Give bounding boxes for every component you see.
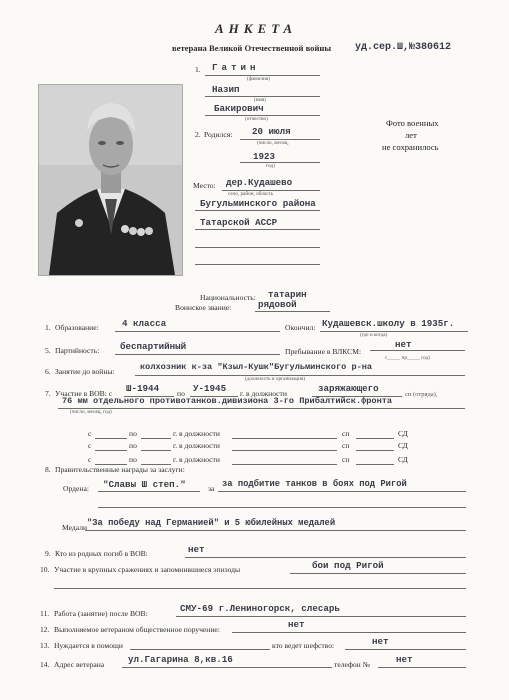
name-value: Назип: [212, 84, 240, 95]
place-label: Место:: [193, 181, 216, 190]
graduated-value: Кудашевск.школу в 1935г.: [322, 318, 455, 329]
battles-value: бои под Ригой: [312, 560, 384, 571]
birth-year: 1923: [253, 151, 276, 162]
patronymic-value: Бакирович: [214, 103, 264, 114]
work-num: 11.: [40, 609, 50, 618]
medals-value: "За победу над Германией" и 5 юбилейных медалей: [87, 518, 336, 528]
form-subtitle: ветерана Великой Отечественной войны: [172, 43, 332, 53]
place-caption: село, район, область: [228, 191, 274, 197]
prewar-value: колхозник к-за "Кзыл-Кушк"Бугульминского р-на: [140, 362, 373, 372]
birth-year-caption: год): [266, 163, 275, 169]
party-label: Партийность:: [55, 346, 100, 355]
address-value: ул.Гагарина 8,кв.16: [128, 654, 233, 665]
medals-label: Медали: [62, 523, 88, 532]
portrait-image: [39, 85, 182, 275]
orders-for-label: за: [208, 484, 215, 493]
address-label: Адрес ветерана: [54, 660, 105, 669]
place-line3: Татарской АССР: [200, 217, 278, 228]
komsomol-label: Пребывание в ВЛКСМ:: [285, 347, 362, 356]
nationality-value: татарин: [268, 289, 307, 300]
wov-num: 7.: [45, 389, 51, 398]
birth-num: 2.: [195, 130, 201, 139]
prewar-caption: (должность и организация): [245, 376, 306, 382]
relatives-label: Кто из родных погиб в ВОВ:: [55, 549, 148, 558]
place-line2: Бугульминского района: [200, 198, 316, 209]
veteran-photo: [38, 84, 183, 276]
patronage-label: кто ведет шефство:: [272, 641, 335, 650]
education-num: 1.: [45, 323, 51, 332]
surname-num: 1.: [195, 65, 201, 74]
party-value: беспартийный: [120, 341, 187, 352]
form-title: АНКЕТА: [215, 21, 298, 36]
name-caption: (имя): [254, 97, 266, 103]
orders-for-value: за подбитие танков в боях под Ригой: [222, 479, 407, 489]
orders-value: "Славы Ш степ.": [103, 479, 186, 490]
battles-label: Участие в крупных сражениях и запомнившиеся эпизоды: [54, 565, 241, 574]
place-line1: дер.Кудашево: [226, 177, 293, 188]
prewar-num: 6.: [45, 367, 51, 376]
prewar-label: Занятие до войны:: [55, 367, 115, 376]
wov-position-label: г. в должности: [240, 389, 287, 398]
wov-caption: (число, месяц, год): [70, 409, 112, 415]
birth-label: Родился:: [204, 130, 233, 139]
patronage-value: нет: [372, 636, 389, 647]
party-num: 5.: [45, 346, 51, 355]
photo-note-line1: Фото военных: [386, 118, 439, 128]
orders-label: Ордена:: [63, 484, 89, 493]
wov-position: заряжающего: [318, 383, 379, 394]
nationality-label: Национальность:: [200, 293, 256, 302]
photo-note-line3: не сохранилось: [382, 142, 439, 152]
awards-num: 8.: [45, 465, 51, 474]
relatives-num: 9.: [45, 549, 51, 558]
awards-label: Правительственные награды за заслуги:: [55, 465, 185, 474]
battles-num: 10.: [40, 565, 50, 574]
work-label: Работа (занятие) после ВОВ:: [54, 609, 148, 618]
work-value: СМУ-69 г.Лениногорск, слесарь: [180, 603, 340, 614]
rank-label: Воинское звание:: [175, 303, 232, 312]
wov-unit: 76 мм отдельного противотанков.дивизиона 3-го Прибалтийск.фронта: [62, 396, 393, 406]
social-label: Выполняемое ветераном общественное поручение:: [54, 625, 220, 634]
birth-date: 20 июля: [252, 126, 291, 137]
surname-value: Гатин: [212, 62, 260, 73]
surname-caption: (фамилия): [247, 76, 270, 82]
certificate-number: уд.сер.Ш,№380612: [355, 42, 452, 53]
phone-value: нет: [396, 654, 413, 665]
photo-note-line2: лет: [405, 130, 417, 140]
social-value: нет: [288, 619, 305, 630]
relatives-value: нет: [188, 544, 205, 555]
wov-unit-caption: сп (отряда),: [405, 391, 438, 398]
komsomol-value: нет: [395, 339, 412, 350]
wov-to: У-1945: [193, 383, 227, 394]
wov-by-label: по: [177, 389, 185, 398]
birth-caption: (число, месяц,: [257, 140, 289, 146]
patronymic-caption: (отчество): [245, 116, 268, 122]
graduated-caption: (где и когда): [360, 332, 388, 338]
wov-from: Ш-1944: [126, 383, 160, 394]
education-label: Образование:: [55, 323, 99, 332]
komsomol-caption: с_____ пр_____ год): [385, 355, 431, 361]
graduated-label: Окончил:: [285, 323, 316, 332]
address-num: 14.: [40, 660, 50, 669]
education-value: 4 класса: [122, 318, 167, 329]
social-num: 12.: [40, 625, 50, 634]
rank-value: рядовой: [258, 299, 297, 310]
phone-label: телефон №: [334, 660, 370, 669]
wov-label: Участие в ВОВ: с: [55, 389, 113, 398]
help-label: Нуждается в помощи: [54, 641, 123, 650]
help-num: 13.: [40, 641, 50, 650]
